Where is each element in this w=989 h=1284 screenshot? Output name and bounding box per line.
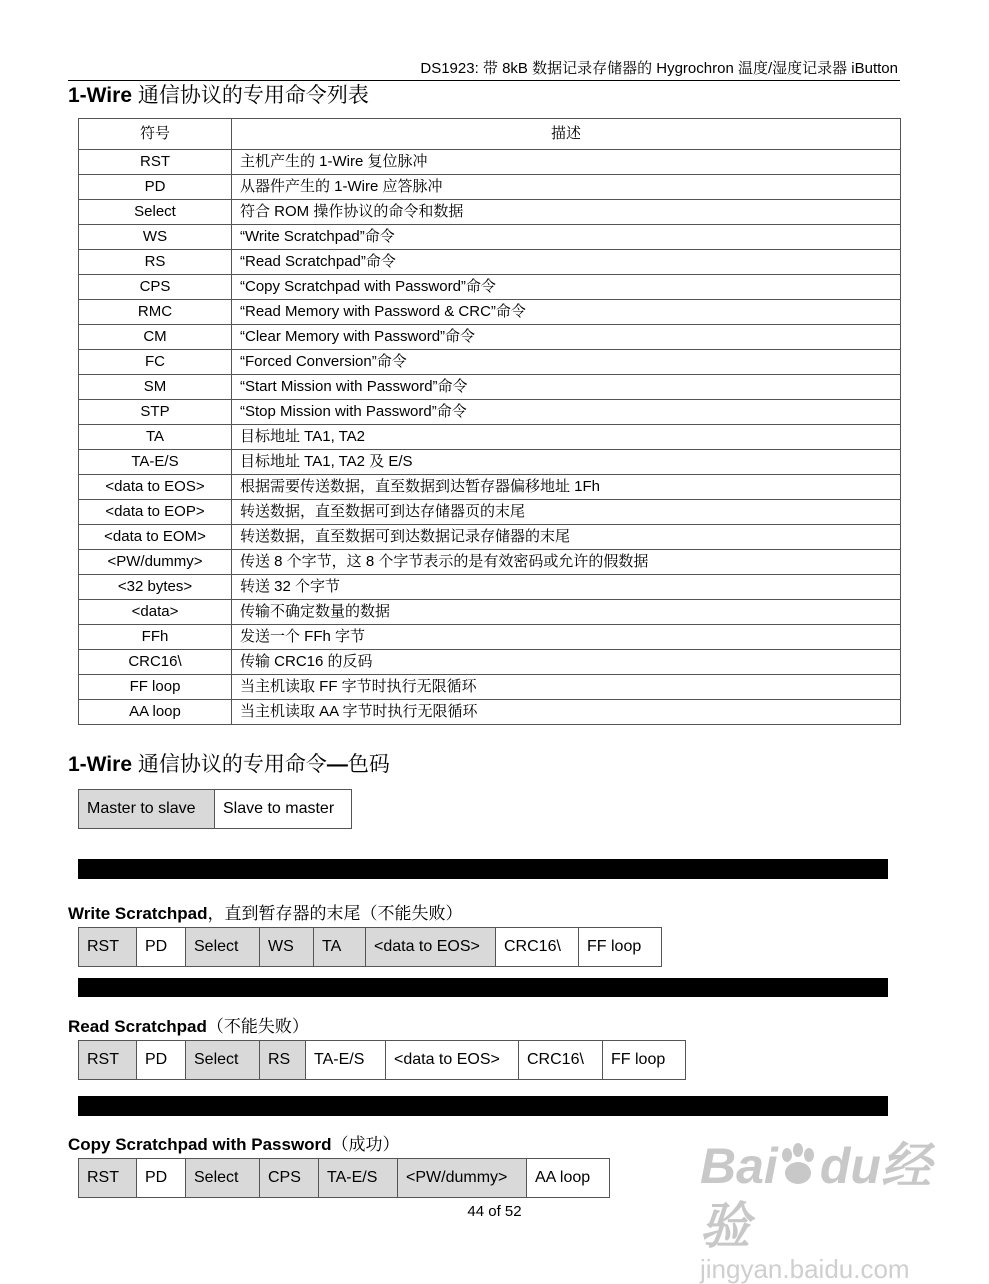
table-row — [79, 400, 901, 425]
cell-symbol: RMC — [79, 300, 232, 325]
header-title: DS1923: 带 8kB 数据记录存储器的 Hygrochron 温度/湿度记录器 iButton — [420, 60, 898, 77]
cell-description: “Clear Memory with Password”命令 — [232, 325, 901, 350]
table-row — [79, 200, 901, 225]
cell-symbol: SM — [79, 375, 232, 400]
cell-description: 当主机读取 FF 字节时执行无限循环 — [232, 675, 901, 700]
cell-description: 传输 CRC16 的反码 — [232, 650, 901, 675]
table-row — [79, 500, 901, 525]
section-title-cn: 通信协议的专用命令列表 — [132, 84, 369, 107]
sequence-write-scratchpad — [78, 927, 662, 967]
cell-description: 根据需要传送数据，直至数据到达暂存器偏移地址 1Fh — [232, 475, 901, 500]
section2-title-cn2: 色码 — [347, 753, 390, 776]
sequence-title-cn: （不能失败） — [206, 1017, 309, 1036]
cell-description: “Forced Conversion”命令 — [232, 350, 901, 375]
sequence-cell: WS — [260, 928, 314, 966]
table-row — [79, 325, 901, 350]
sequence-cell: RS — [260, 1041, 306, 1079]
cell-description: 当主机读取 AA 字节时执行无限循环 — [232, 700, 901, 725]
cell-symbol: PD — [79, 175, 232, 200]
watermark-logo-c: 经验 — [700, 1138, 931, 1254]
watermark-url: jingyan.baidu.com — [700, 1253, 910, 1284]
sequence-cell: <data to EOS> — [386, 1041, 519, 1079]
sequence-cell: Select — [186, 1159, 260, 1197]
cell-description: 传输不确定数量的数据 — [232, 600, 901, 625]
sequence-title-en: Write Scratchpad — [68, 904, 208, 923]
sequence-title — [68, 1016, 309, 1038]
sequence-cell: FF loop — [603, 1041, 685, 1079]
cell-description: “Stop Mission with Password”命令 — [232, 400, 901, 425]
cell-symbol: WS — [79, 225, 232, 250]
table-row — [79, 150, 901, 175]
table-row — [79, 600, 901, 625]
table-row — [79, 275, 901, 300]
page-header — [68, 58, 900, 81]
table-row — [79, 525, 901, 550]
section-title-command-list — [68, 83, 369, 109]
cell-description: “Start Mission with Password”命令 — [232, 375, 901, 400]
watermark-logo-a: Bai — [700, 1138, 778, 1194]
cell-symbol: AA loop — [79, 700, 232, 725]
cell-symbol: RST — [79, 150, 232, 175]
sequence-cell: PD — [137, 1159, 186, 1197]
cell-symbol: FF loop — [79, 675, 232, 700]
cell-symbol: CRC16\ — [79, 650, 232, 675]
sequence-cell: CRC16\ — [496, 928, 579, 966]
sequence-cell: TA-E/S — [319, 1159, 398, 1197]
cell-symbol: <data to EOM> — [79, 525, 232, 550]
cell-description: “Write Scratchpad”命令 — [232, 225, 901, 250]
divider-bar — [78, 1096, 888, 1116]
baidu-watermark — [700, 1138, 980, 1284]
paw-icon — [778, 1142, 818, 1198]
cell-symbol: TA — [79, 425, 232, 450]
sequence-cell: <data to EOS> — [366, 928, 496, 966]
sequence-title-en: Copy Scratchpad with Password — [68, 1135, 332, 1154]
table-row — [79, 675, 901, 700]
command-table — [78, 118, 901, 725]
table-row — [79, 550, 901, 575]
table-header-row — [79, 119, 901, 150]
table-row — [79, 250, 901, 275]
cell-description: “Read Memory with Password & CRC”命令 — [232, 300, 901, 325]
cell-symbol: CM — [79, 325, 232, 350]
table-row — [79, 225, 901, 250]
cell-symbol: <PW/dummy> — [79, 550, 232, 575]
cell-symbol: RS — [79, 250, 232, 275]
col-header-symbol: 符号 — [79, 119, 232, 150]
table-row — [79, 425, 901, 450]
color-legend — [78, 789, 352, 829]
cell-description: “Copy Scratchpad with Password”命令 — [232, 275, 901, 300]
sequence-cell: RST — [79, 1159, 137, 1197]
cell-symbol: <data> — [79, 600, 232, 625]
sequence-cell: RST — [79, 928, 137, 966]
cell-symbol: Select — [79, 200, 232, 225]
divider-bar — [78, 859, 888, 879]
table-row — [79, 175, 901, 200]
table-row — [79, 700, 901, 725]
sequence-title-en: Read Scratchpad — [68, 1017, 207, 1036]
cell-symbol: CPS — [79, 275, 232, 300]
cell-description: 目标地址 TA1, TA2 及 E/S — [232, 450, 901, 475]
table-row — [79, 475, 901, 500]
sequence-title-cn: ，直到暂存器的末尾（不能失败） — [207, 904, 463, 923]
col-header-description: 描述 — [232, 119, 901, 150]
cell-symbol: <data to EOS> — [79, 475, 232, 500]
cell-description: 主机产生的 1-Wire 复位脉冲 — [232, 150, 901, 175]
table-row — [79, 575, 901, 600]
cell-description: 传送 8 个字节，这 8 个字节表示的是有效密码或允许的假数据 — [232, 550, 901, 575]
watermark-logo-b: du — [819, 1138, 881, 1194]
sequence-title — [68, 1134, 400, 1156]
cell-symbol: <32 bytes> — [79, 575, 232, 600]
cell-description: 发送一个 FFh 字节 — [232, 625, 901, 650]
legend-slave-to-master: Slave to master — [215, 790, 351, 828]
section2-title-dash: — — [326, 753, 348, 776]
sequence-title-cn: （成功） — [331, 1135, 400, 1154]
table-row — [79, 650, 901, 675]
sequence-cell: RST — [79, 1041, 137, 1079]
cell-description: 符合 ROM 操作协议的命令和数据 — [232, 200, 901, 225]
cell-symbol: FFh — [79, 625, 232, 650]
cell-description: 转送数据，直至数据可到达数据记录存储器的末尾 — [232, 525, 901, 550]
sequence-cell: FF loop — [579, 928, 661, 966]
divider-bar — [78, 978, 888, 997]
sequence-cell: PD — [137, 928, 186, 966]
cell-description: 从器件产生的 1-Wire 应答脉冲 — [232, 175, 901, 200]
section2-title-cn: 通信协议的专用命令 — [132, 753, 327, 776]
sequence-copy-scratchpad — [78, 1158, 610, 1198]
legend-master-to-slave: Master to slave — [79, 790, 215, 828]
section-title-en: 1-Wire — [68, 84, 132, 107]
sequence-cell: CPS — [260, 1159, 319, 1197]
page-number: 44 of 52 — [467, 1203, 522, 1220]
sequence-cell: AA loop — [527, 1159, 609, 1197]
sequence-cell: Select — [186, 928, 260, 966]
sequence-cell: TA — [314, 928, 366, 966]
section2-title-en: 1-Wire — [68, 753, 132, 776]
cell-description: 转送数据，直至数据可到达存储器页的末尾 — [232, 500, 901, 525]
sequence-cell: CRC16\ — [519, 1041, 603, 1079]
sequence-title — [68, 903, 463, 925]
sequence-cell: PD — [137, 1041, 186, 1079]
cell-description: 转送 32 个字节 — [232, 575, 901, 600]
table-row — [79, 375, 901, 400]
sequence-cell: Select — [186, 1041, 260, 1079]
table-row — [79, 450, 901, 475]
table-row — [79, 300, 901, 325]
cell-symbol: STP — [79, 400, 232, 425]
cell-symbol: TA-E/S — [79, 450, 232, 475]
cell-description: 目标地址 TA1, TA2 — [232, 425, 901, 450]
cell-symbol: FC — [79, 350, 232, 375]
sequence-cell: TA-E/S — [306, 1041, 386, 1079]
cell-symbol: <data to EOP> — [79, 500, 232, 525]
section-title-color-code — [68, 752, 390, 778]
sequence-read-scratchpad — [78, 1040, 686, 1080]
table-row — [79, 625, 901, 650]
cell-description: “Read Scratchpad”命令 — [232, 250, 901, 275]
watermark-logo — [700, 1138, 980, 1254]
sequence-cell: <PW/dummy> — [398, 1159, 527, 1197]
table-row — [79, 350, 901, 375]
